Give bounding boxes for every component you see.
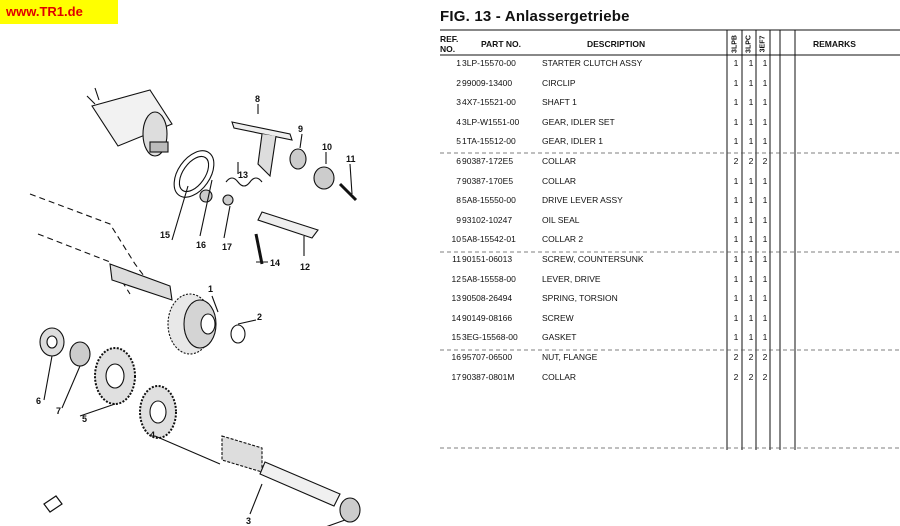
qty-cell: 1 [733,136,739,147]
qty-cell: 1 [748,77,754,88]
header-ref-no: REF. NO. [440,34,459,54]
collar-7-drawing [70,342,90,366]
callout-9: 9 [298,124,304,134]
table-row [440,290,900,306]
qty-cell: 1 [762,254,768,264]
part-no-cell: 5A8-15550-00 [462,195,516,206]
qty-cell: 2 [748,156,754,166]
description-cell: STARTER CLUTCH ASSY [542,58,643,68]
part-no-cell: 1TA-15512-00 [462,136,516,147]
part-no-cell: 4X7-15521-00 [462,97,516,108]
qty-cell: 1 [733,214,739,225]
table-row [440,349,900,365]
part-no-cell: 5A8-15542-01 [462,234,516,245]
header-description: DESCRIPTION [587,39,646,49]
exploded-parts-diagram [0,24,425,526]
table-row [440,114,900,130]
description-cell: NUT, FLANGE [542,352,598,362]
ref-cell: 6 [456,156,461,166]
callout-1: 1 [208,284,214,294]
qty-cell: 1 [748,312,754,323]
description-cell: COLLAR [542,175,577,186]
figure-title: FIG. 13 - Anlassergetriebe [440,8,630,25]
ref-cell: 14 [451,312,461,323]
description-cell: SCREW, COUNTERSUNK [542,254,644,264]
table-row [440,271,900,287]
qty-cell: 1 [748,97,754,108]
callout-15: 15 [160,230,171,240]
ref-cell: 9 [456,214,461,225]
ref-cell: 1 [456,58,461,68]
description-cell: DRIVE LEVER ASSY [542,195,623,206]
shaft-drawing [260,462,340,506]
idler-gear-drawing [95,348,135,404]
callout-17: 17 [222,242,233,252]
qty-cell: 2 [748,371,754,382]
qty-cell: 1 [748,58,754,68]
qty-cell: 2 [733,352,739,362]
part-no-cell: 93102-10247 [462,214,513,225]
ref-cell: 15 [451,332,461,343]
qty-cell: 1 [748,214,754,225]
qty-cell: 1 [762,332,768,343]
description-cell: GEAR, IDLER 1 [542,136,603,147]
qty-cell: 1 [748,273,754,284]
ref-cell: 17 [451,371,461,382]
callout-10: 10 [322,142,333,152]
table-row [440,153,900,169]
ref-cell: 4 [456,116,461,127]
ref-cell: 2 [456,77,461,88]
qty-cell: 1 [762,97,768,108]
qty-cell: 2 [733,156,739,166]
gasket-drawing [166,144,222,205]
qty-cell: 1 [733,175,739,186]
description-cell: COLLAR [542,156,577,166]
description-cell: CIRCLIP [542,77,576,88]
qty-cell: 2 [762,156,768,166]
collar-drawing [314,167,334,189]
qty-cell: 2 [748,352,754,362]
part-no-cell: 5A8-15558-00 [462,273,516,284]
qty-cell: 1 [748,175,754,186]
qty-cell: 1 [733,312,739,323]
qty-cell: 1 [762,136,768,147]
part-no-cell: 90151-06013 [462,254,513,264]
qty-cell: 1 [762,195,768,206]
callout-12: 12 [300,262,311,272]
table-row [440,133,900,149]
ref-cell: 8 [456,195,461,206]
header-model-1: 3LPB [731,35,739,53]
qty-cell: 1 [733,116,739,127]
part-no-cell: 99009-13400 [462,77,513,88]
ref-cell: 13 [451,293,461,304]
table-row [440,251,900,267]
table-row [440,75,900,91]
callout-3: 3 [246,516,252,526]
description-cell: OIL SEAL [542,214,580,225]
qty-cell: 1 [733,77,739,88]
ref-cell: 16 [451,352,461,362]
qty-cell: 2 [762,352,768,362]
part-no-cell: 3LP-W1551-00 [462,116,520,127]
part-no-cell: 90508-26494 [462,293,513,304]
part-no-cell: 95707-06500 [462,352,513,362]
qty-cell: 1 [762,273,768,284]
description-cell: SCREW [542,312,574,323]
qty-cell: 1 [762,214,768,225]
ref-cell: 7 [456,175,461,186]
part-no-cell: 90387-170E5 [462,175,514,186]
table-row [440,94,900,110]
table-row [440,55,900,71]
qty-cell: 1 [733,332,739,343]
header-model-2: 3LPC [745,35,753,53]
description-cell: COLLAR [542,371,577,382]
qty-cell: 2 [733,371,739,382]
callout-2: 2 [257,312,263,322]
lever-drawing [258,212,318,238]
qty-cell: 1 [733,195,739,206]
header-remarks: REMARKS [813,39,856,49]
ref-cell: 3 [456,97,461,108]
callout-8: 8 [255,94,261,104]
header-part-no: PART NO. [481,39,521,49]
ref-cell: 11 [452,254,461,264]
starter-clutch-drawing [168,294,216,354]
qty-cell: 1 [762,116,768,127]
qty-cell: 1 [748,332,754,343]
part-no-cell: 3EG-15568-00 [462,332,518,343]
ref-cell: 12 [451,273,461,284]
qty-cell: 1 [733,97,739,108]
description-cell: SPRING, TORSION [542,293,618,304]
table-row [440,173,900,189]
table-row [440,212,900,228]
callout-11: 11 [346,154,356,164]
part-no-cell: 90387-0801M [462,371,515,382]
oil-seal-drawing [290,149,306,169]
qty-cell: 1 [733,234,739,245]
callout-16: 16 [196,240,207,250]
callout-13: 13 [238,170,249,180]
ref-cell: 5 [456,136,461,147]
qty-cell: 1 [762,175,768,186]
callout-5: 5 [82,414,88,424]
site-watermark[interactable]: www.TR1.de [0,0,118,24]
qty-cell: 1 [733,293,739,304]
callout-4: 4 [150,430,156,440]
screw-drawing [340,184,356,200]
table-row [440,231,900,247]
qty-cell: 1 [762,234,768,245]
description-cell: SHAFT 1 [542,97,577,108]
starter-motor-drawing [87,88,172,156]
table-row [440,329,900,345]
qty-cell: 1 [762,312,768,323]
qty-cell: 1 [762,77,768,88]
callout-6: 6 [36,396,42,406]
qty-cell: 1 [733,58,739,68]
callout-7: 7 [56,406,62,416]
pointer-icon [44,496,62,512]
qty-cell: 1 [748,254,754,264]
description-cell: GASKET [542,332,577,343]
part-no-cell: 90387-172E5 [462,156,514,166]
part-no-cell: 90149-08166 [462,312,513,323]
part-no-cell: 3LP-15570-00 [462,58,516,68]
qty-cell: 1 [762,58,768,68]
description-cell: COLLAR 2 [542,234,584,245]
ref-cell: 10 [451,234,461,245]
table-row [440,369,900,385]
callout-14: 14 [270,258,281,268]
table-row [440,310,900,326]
qty-cell: 1 [733,254,739,264]
qty-cell: 1 [748,293,754,304]
idler-gear-set-drawing [140,386,176,438]
qty-cell: 1 [748,116,754,127]
table-row [440,192,900,208]
qty-cell: 1 [748,136,754,147]
qty-cell: 1 [733,273,739,284]
qty-cell: 2 [762,371,768,382]
header-model-3: 3EF7 [759,35,767,53]
qty-cell: 1 [762,293,768,304]
qty-cell: 1 [748,234,754,245]
description-cell: GEAR, IDLER SET [542,116,615,127]
description-cell: LEVER, DRIVE [542,273,601,284]
circlip-drawing [231,325,245,343]
qty-cell: 1 [748,195,754,206]
